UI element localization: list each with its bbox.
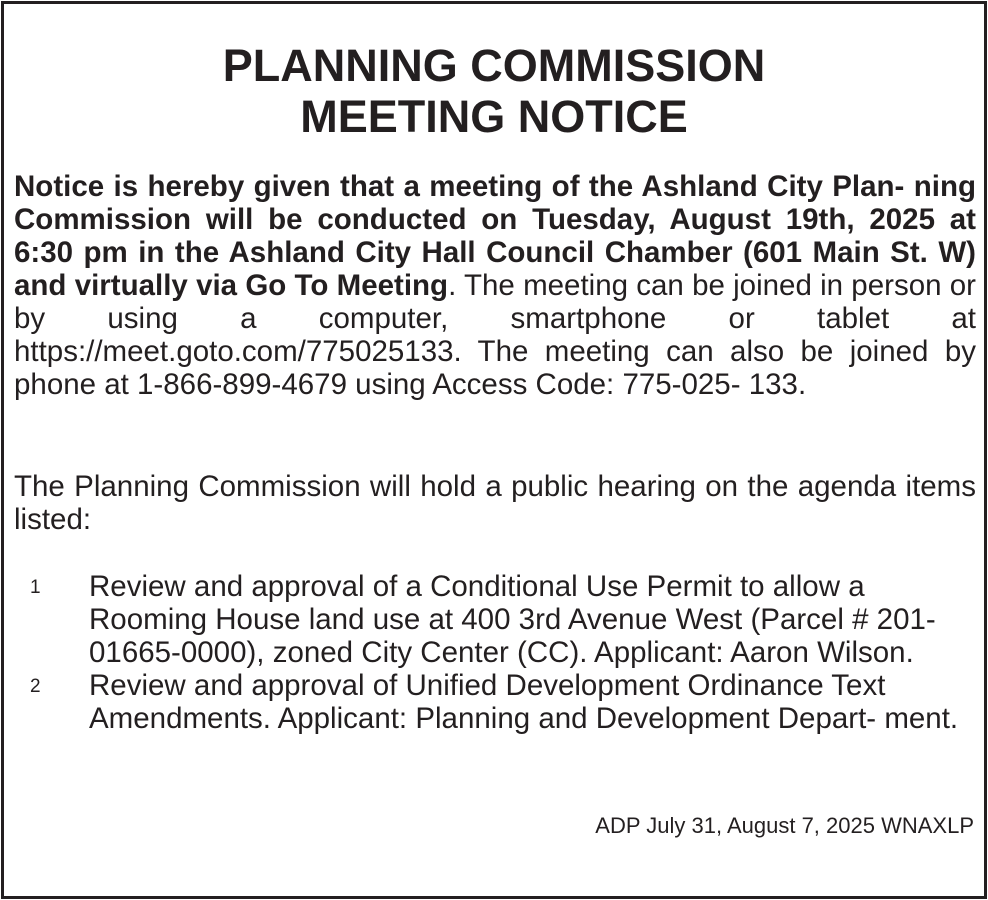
agenda-item (14, 669, 976, 735)
title-line-1: PLANNING COMMISSION (222, 40, 766, 91)
intro-bold-text: Notice is hereby given that a meeting of the Ashland City Plan- ning Commission will be conducted on Tuesday, August 19th, 2025 at 6:30 pm in the Ashland City Hall Council Chamber (601 Main St. W) and virtually via Go To Meeting (14, 170, 976, 302)
notice-title (4, 40, 984, 142)
intro-paragraph (14, 170, 976, 401)
agenda-item-text: Review and approval of a Conditional Use Permit to allow a Rooming House land use at 400 3rd Avenue West (Parcel # 201-01665-0000), zoned City Center (CC). Applicant: Aaron Wilson. (89, 570, 936, 669)
title-line-2: MEETING NOTICE (300, 91, 688, 142)
publication-footer: ADP July 31, August 7, 2025 WNAXLP (595, 813, 974, 838)
agenda-item (14, 570, 976, 669)
agenda-item-text: Review and approval of Unified Development Ordinance Text Amendments. Applicant: Planning and Development Depart- ment. (89, 669, 959, 735)
meeting-notice (1, 1, 987, 899)
hearing-paragraph: The Planning Commission will hold a public hearing on the agenda items listed: (14, 470, 976, 536)
agenda-item-number: 2 (30, 676, 41, 697)
intro-regular-text: . The meeting can be joined in person or by using a computer, smartphone or tablet at https://meet.goto.com/775025133. The meeting can also be joined by phone at 1-866-899-4679 using Access Code: 775-025- 133. (14, 269, 976, 401)
agenda-item-number: 1 (30, 577, 41, 598)
agenda-list (14, 570, 976, 735)
